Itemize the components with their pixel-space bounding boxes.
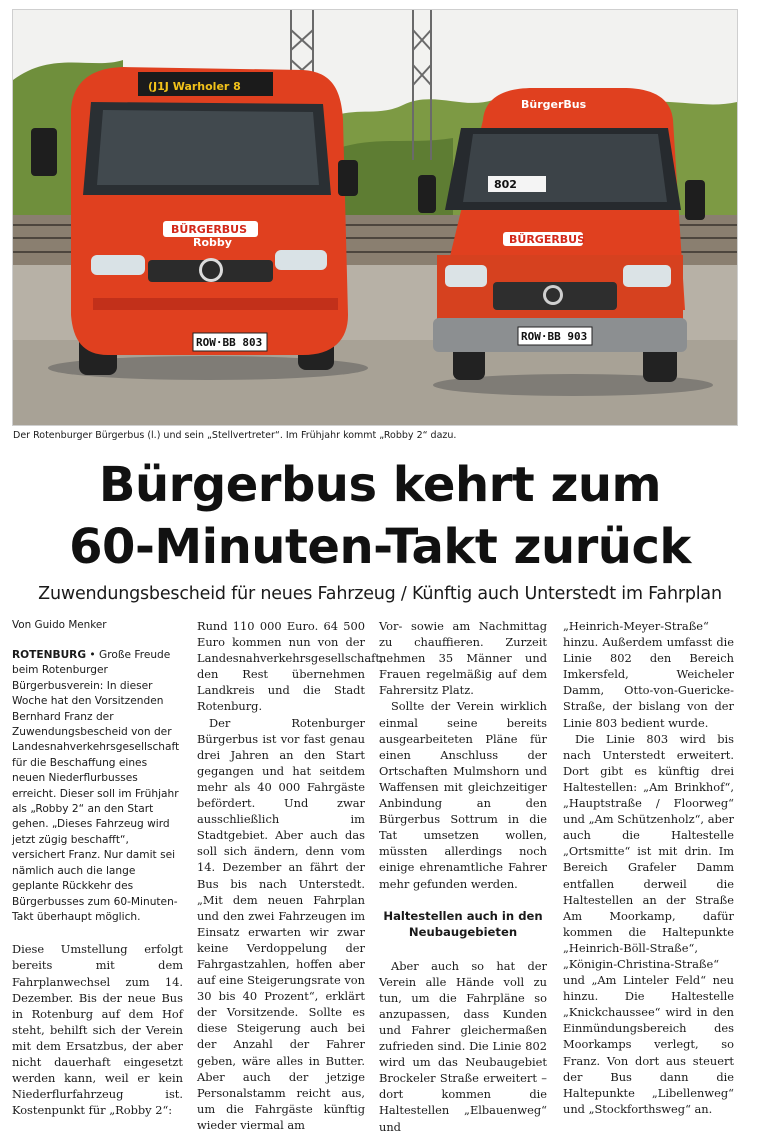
body-paragraph: Vor- sowie am Nachmittag zu chauffieren. Zurzeit nehmen 35 Männer und Frauen regelmäßig auf dem Fahrersitz Platz. [379, 619, 547, 698]
svg-text:Robby: Robby [193, 236, 232, 249]
body-paragraph: Aber auch so hat der Verein alle Hände voll zu tun, um die Fahrpläne so anzupassen, dass Kunden und Fahrer gleichermaßen zufrieden sind. Die Linie 802 wird um das Neubaugebiet Brockeler Straße erweitert – dort kommen die Haltestellen „Elbauenweg“ und [379, 958, 547, 1134]
headline-line-1: Bürgerbus kehrt zum [98, 457, 662, 513]
article-column-2 [197, 618, 384, 1133]
subheadline: Zuwendungsbescheid für neues Fahrzeug / Künftig auch Unterstedt im Fahrplan [38, 584, 722, 604]
svg-text:802: 802 [494, 178, 517, 191]
svg-text:ROW·BB 803: ROW·BB 803 [196, 336, 263, 349]
body-paragraph: „Heinrich-Meyer-Straße“ hinzu. Außerdem umfasst die Linie 802 den Bereich Imkersfeld, Weicheler Damm, Otto-von-Guericke-Straße, der bislang von der Linie 803 bedient wurde. [563, 619, 734, 730]
svg-text:(J1J Warholer 8: (J1J Warholer 8 [148, 80, 241, 93]
article-photo [12, 9, 738, 426]
left-bus [31, 67, 368, 380]
body-paragraph: Diese Umstellung erfolgt bereits mit dem Fahrplanwechsel zum 14. Dezember. Bis der neue Bus in Rotenburg auf dem Hof steht, behilft sich der Verein mit dem Ersatzbus, der aber nicht dauerhaft eingesetzt werden kann, weil er kein Niederflurfahrzeug ist. Kostenpunkt für „Robby 2“: [12, 942, 183, 1118]
body-paragraph: Die Linie 803 wird bis nach Unterstedt erweitert. Dort gibt es künftig drei Haltestellen: „Am Brinkhof“, „Hauptstraße / Floorweg“ und „Am Schützenholz“, aber auch die Haltestelle „Ortsmitte“ ist mit drin. Im Bereich Grafeler Damm entfallen derweil die Haltestellen an der Straße Am Moorkamp, dafür kommen die Haltepunkte „Heinrich-Böll-Straße“, „Königin-Christina-Straße“ und „Am Linteler Feld“ neu hinzu. Die Haltestelle „Knickchaussee“ wird in den Einmündungsbereich des Moorkamps verlegt, so Franz. Von dort aus steuert der Bus dann die Haltepunkte „Libellenweg“ und „Stockforthsweg“ an. [563, 731, 734, 1116]
article-column-1 [12, 618, 183, 1118]
svg-text:BÜRGERBUS: BÜRGERBUS [509, 233, 586, 246]
svg-text:BÜRGERBUS: BÜRGERBUS [171, 223, 248, 236]
right-bus [418, 88, 713, 396]
lead-text: • Große Freude beim Rotenburger Bürgerbusverein: In dieser Woche hat den Vorsitzenden Bernhard Franz der Zuwendungsbescheid von der Landesnahverkehrsgesellschaft für die Beschaffung eines neuen Niederflurbusses erreicht. Dieser soll im Frühjahr als „Robby 2“ an den Start gehen. „Dieses Fahrzeug wird jetzt zügig beschafft“, versichert Franz. Nur damit sei nämlich auch die lange geplante Rückkehr des Bürgerbusses zum 60-Minuten-Takt überhaupt möglich. [12, 649, 180, 923]
body-paragraph: Sollte der Verein wirklich einmal seine bereits ausgearbeiteten Pläne für einen Anschluss der Ortschaften Mulmshorn und Waffensen mit gleichzeitiger Anbindung an den Bürgerbus Sottrum in die Tat umsetzen wollen, müssten allerdings noch einige ehrenamtliche Fahrer mehr gefunden werden. [379, 699, 547, 891]
body-paragraph: Rund 110 000 Euro. 64 500 Euro kommen nun von der Landesnahverkehrsgesellschaft, den Rest übernehmen Landkreis und die Stadt Rotenburg. [197, 619, 384, 714]
article-column-3 [379, 618, 547, 1135]
byline: Von Guido Menker [12, 619, 107, 631]
article-column-4 [563, 618, 734, 1117]
dateline: ROTENBURG [12, 649, 87, 661]
lead-paragraph [12, 648, 183, 925]
photo-caption: Der Rotenburger Bürgerbus (l.) und sein „Stellvertreter“. Im Frühjahr kommt „Robby 2“ dazu. [13, 430, 457, 441]
bus-photo-illustration [13, 10, 737, 425]
headline-line-2: 60-Minuten-Takt zurück [69, 519, 691, 575]
svg-text:BürgerBus: BürgerBus [521, 98, 587, 111]
svg-text:ROW·BB 903: ROW·BB 903 [521, 330, 588, 343]
section-subhead: Haltestellen auch in den Neubaugebieten [383, 908, 543, 939]
body-paragraph: Der Rotenburger Bürgerbus ist vor fast genau drei Jahren an den Start gegangen und hat seitdem mehr als 40 000 Fahrgäste befördert. Und zwar ausschließlich im Stadtgebiet. Aber auch das soll sich ändern, denn vom 14. Dezember an fährt der Bus bis nach Unterstedt. „Mit dem neuen Fahrplan und den zwei Fahrzeugen im Einsatz erwarten wir zwar keine Verdoppelung der Fahrgastzahlen, hoffen aber auf eine Steigerungsrate von 30 bis 40 Prozent“, erklärt der Vorsitzende. Sollte es diese Steigerung auch bei der Anzahl der Fahrer geben, wäre alles in Butter. Aber auch der jetzige Personalstamm reicht aus, um die Fahrgäste künftig wieder viermal am [197, 715, 365, 1132]
